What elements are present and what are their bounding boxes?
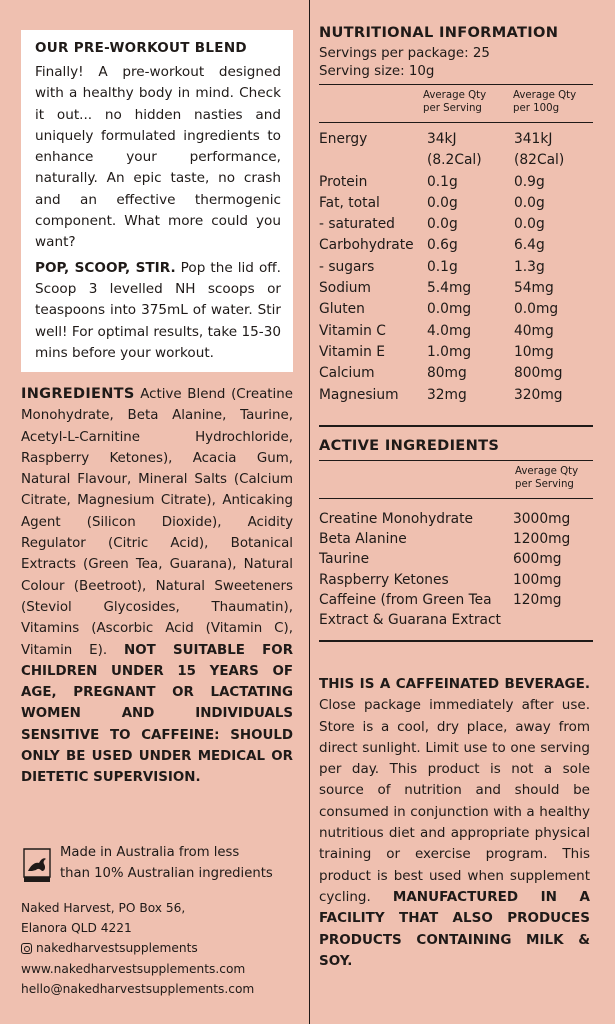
made-in-australia xyxy=(22,843,302,884)
active-col-line-1: Average Qty xyxy=(515,466,579,477)
nutrient-name: Vitamin E xyxy=(319,343,385,360)
divider xyxy=(319,425,593,427)
directions-title: POP, SCOOP, STIR. xyxy=(35,259,176,276)
nutrient-name: Protein xyxy=(319,173,368,190)
caffeine-warning-body: Close package immediately after use. Store is a cool, dry place, away from direct sunlight. Limit use to one serving per day. This product is not a sole source of nutrition and should be consumed in conjunction with a healthy nutritious diet and appropriate physical training or exercise program. This product is best used when supplement cycling. xyxy=(319,697,590,905)
nutrient-per-100g: 40mg xyxy=(514,322,554,339)
allergen-statement: MANUFACTURED IN A FACILITY THAT ALSO PRODUCES PRODUCTS CONTAINING MILK & SOY. xyxy=(319,888,590,969)
active-ingredient-qty: 3000mg xyxy=(513,511,571,527)
nutrient-name: Fat, total xyxy=(319,194,380,211)
nutrient-per-serving: 32mg xyxy=(427,386,467,403)
nutrient-name xyxy=(319,150,415,171)
nutrient-per-serving: (8.2Cal) xyxy=(427,152,482,169)
servings-per-package: Servings per package: 25 xyxy=(319,46,490,61)
blend-title: OUR PRE-WORKOUT BLEND xyxy=(35,40,247,56)
nutrient-per-serving: 0.0mg xyxy=(427,301,472,318)
table-row xyxy=(319,150,593,171)
active-ingredient-name: Caffeine (from Green Tea Extract & Guarana Extract xyxy=(319,591,501,629)
nutrient-name: Energy xyxy=(319,131,368,147)
nutrient-per-serving: 80mg xyxy=(427,365,467,382)
nutrient-per-serving: 0.0g xyxy=(427,194,458,211)
active-column-header xyxy=(319,461,593,498)
nutrient-per-100g: 320mg xyxy=(514,386,563,403)
made-in-line-2: than 10% Australian ingredients xyxy=(60,865,273,881)
nutrient-name: Carbohydrate xyxy=(319,237,414,254)
nutrient-per-100g: 0.0mg xyxy=(514,301,559,318)
col-per-serving-line-2: per Serving xyxy=(423,103,482,114)
blend-description: Finally! A pre-workout designed with a healthy body in mind. Check it out... no hidden nasties and uniquely formulated ingredients to enhance your performance, naturally. An epic taste, no crash and an effective thermogenic component. What more could you want? xyxy=(35,64,281,251)
nutrient-per-100g: 1.3g xyxy=(514,258,545,275)
nutrient-per-serving: 0.6g xyxy=(427,237,458,254)
divider xyxy=(319,640,593,642)
address-line-1: Naked Harvest, PO Box 56, xyxy=(21,901,186,915)
website: www.nakedharvestsupplements.com xyxy=(21,961,246,976)
nutrient-name: - saturated xyxy=(319,216,395,233)
nutrient-per-serving: 4.0mg xyxy=(427,322,472,339)
table-row xyxy=(319,549,593,569)
nutrition-column-headers xyxy=(319,85,593,122)
nutrient-per-100g: 0.9g xyxy=(514,173,545,190)
table-row xyxy=(319,129,593,150)
australian-made-kangaroo-icon xyxy=(22,847,52,883)
nutrition-title: NUTRITIONAL INFORMATION xyxy=(319,24,559,41)
table-row xyxy=(319,172,593,193)
col-per-serving xyxy=(423,89,513,122)
caffeine-warning-title: THIS IS A CAFFEINATED BEVERAGE. xyxy=(319,676,590,692)
active-ingredients-panel xyxy=(319,425,593,642)
address-line-2: Elanora QLD 4221 xyxy=(21,921,132,936)
email: hello@nakedharvestsupplements.com xyxy=(21,981,255,996)
ingredients-title: INGREDIENTS xyxy=(21,386,135,402)
nutrient-name: Sodium xyxy=(319,280,371,297)
nutrient-name: Magnesium xyxy=(319,386,399,403)
column-divider xyxy=(309,0,310,1024)
made-in-line-1: Made in Australia from less xyxy=(60,845,240,860)
nutrient-per-serving: 5.4mg xyxy=(427,280,472,297)
table-row xyxy=(319,214,593,235)
active-ingredient-name: Raspberry Ketones xyxy=(319,571,449,588)
active-ingredient-qty: 1200mg xyxy=(513,531,571,548)
divider xyxy=(319,122,593,123)
instagram-line xyxy=(21,938,311,958)
active-ingredients-title: ACTIVE INGREDIENTS xyxy=(319,437,500,454)
nutrient-name: Vitamin C xyxy=(319,322,386,339)
ingredients-warning: NOT SUITABLE FOR CHILDREN UNDER 15 YEARS OF AGE, PREGNANT OR LACTATING WOMEN AND INDIVIDUALS SENSITIVE TO CAFFEINE: SHOULD ONLY BE USED UNDER MEDICAL OR DIETETIC SUPERVISION. xyxy=(21,642,294,786)
nutrition-table xyxy=(319,129,593,406)
table-row xyxy=(319,321,593,342)
nutrient-per-100g: 10mg xyxy=(514,343,554,360)
nutrient-name: Gluten xyxy=(319,301,365,318)
contact-details xyxy=(21,898,311,999)
nutrient-per-100g: 0.0g xyxy=(514,194,545,211)
instagram-handle: nakedharvestsupplements xyxy=(36,941,198,956)
instagram-icon xyxy=(21,943,32,954)
servings-info xyxy=(319,45,593,80)
serving-size: Serving size: 10g xyxy=(319,63,435,79)
active-col-line-2: per Serving xyxy=(515,479,574,490)
active-ingredient-name: Beta Alanine xyxy=(319,531,407,548)
table-row xyxy=(319,590,593,630)
nutrient-per-100g: 0.0g xyxy=(514,216,545,233)
ingredients-section xyxy=(21,384,293,789)
ingredients-list: Active Blend (Creatine Monohydrate, Beta Alanine, Taurine, Acetyl-L-Carnitine Hydrochloride, Raspberry Ketones), Acacia Gum, Natural Flavour, Mineral Salts (Calcium Citrate, Magnesium Citrate), Anticaking Agent (Silicon Dioxide), Acidity Regulator (Citric Acid), Botanical Extracts (Green Tea, Guarana), Natural Colour (Beetroot), Natural Sweeteners (Steviol Glycosides, Thaumatin), Vitamins (Ascorbic Acid (Vitamin C), Vitamin E). xyxy=(21,387,293,658)
nutrient-per-serving: 0.1g xyxy=(427,173,458,190)
active-ingredient-name: Taurine xyxy=(319,551,370,568)
active-ingredient-qty: 100mg xyxy=(513,571,562,588)
active-ingredient-qty: 600mg xyxy=(513,551,562,568)
table-row xyxy=(319,278,593,299)
blend-panel xyxy=(21,30,293,372)
table-row xyxy=(319,570,593,590)
nutrition-panel xyxy=(319,24,593,406)
table-row xyxy=(319,363,593,384)
directions xyxy=(35,258,281,364)
caffeine-warning xyxy=(319,674,590,972)
table-row xyxy=(319,235,593,256)
col-per-100g-line-2: per 100g xyxy=(513,103,560,114)
nutrient-per-100g: 6.4g xyxy=(514,237,545,254)
nutrient-per-serving: 34kJ xyxy=(427,131,457,147)
table-row xyxy=(319,385,593,406)
col-per-100g xyxy=(513,89,576,122)
nutrient-name: Calcium xyxy=(319,365,375,382)
nutrient-per-100g: 54mg xyxy=(514,280,554,297)
nutrient-per-100g: 341kJ xyxy=(514,131,553,147)
table-row xyxy=(319,299,593,320)
active-ingredient-qty: 120mg xyxy=(513,591,562,608)
col-per-100g-line-1: Average Qty xyxy=(513,90,577,101)
nutrient-per-100g: 800mg xyxy=(514,365,563,382)
nutrient-name: - sugars xyxy=(319,258,375,275)
col-per-serving-line-1: Average Qty xyxy=(423,90,487,101)
table-row xyxy=(319,342,593,363)
directions-text: Pop the lid off. Scoop 3 levelled NH scoops or teaspoons into 375mL of water. Stir well! For optimal results, take 15-30 mins before your workout. xyxy=(35,259,281,361)
table-row xyxy=(319,509,593,529)
nutrient-per-serving: 0.0g xyxy=(427,216,458,233)
table-row xyxy=(319,529,593,549)
table-row xyxy=(319,193,593,214)
nutrient-per-serving: 0.1g xyxy=(427,258,458,275)
nutrient-per-serving: 1.0mg xyxy=(427,343,472,360)
divider xyxy=(319,498,593,499)
active-ingredient-name: Creatine Monohydrate xyxy=(319,511,474,527)
nutrient-per-100g: (82Cal) xyxy=(514,152,565,169)
table-row xyxy=(319,257,593,278)
